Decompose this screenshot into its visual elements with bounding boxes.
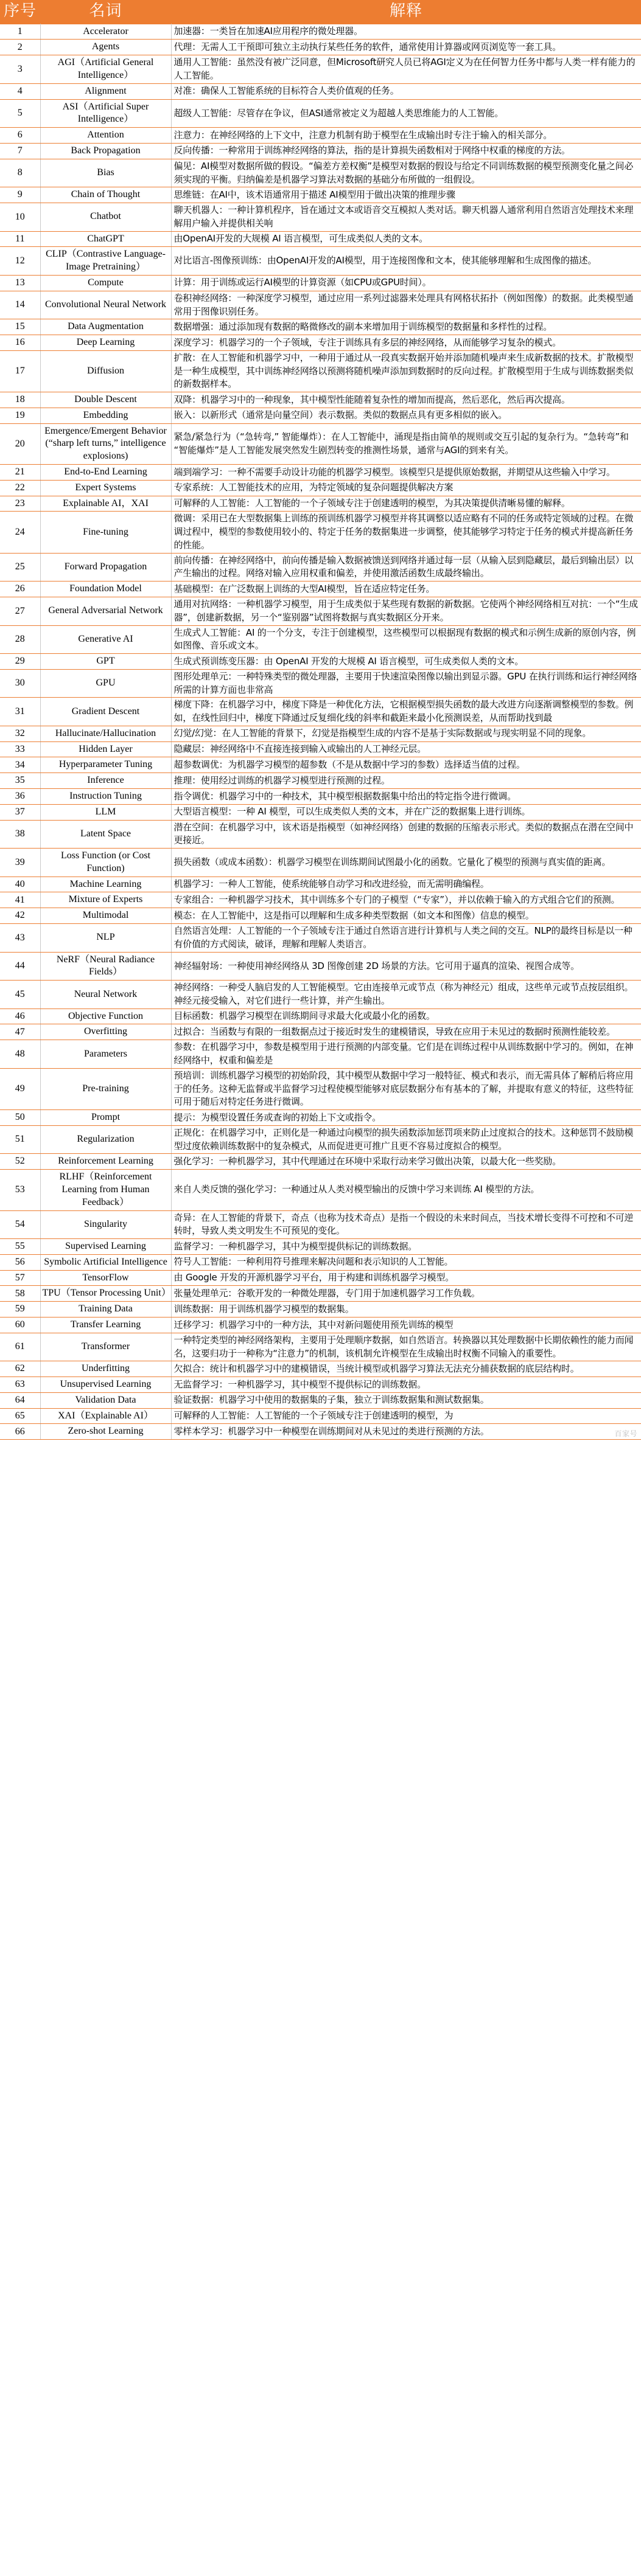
- cell-description: 符号人工智能：一种利用符号推理来解决问题和表示知识的人工智能。: [171, 1254, 641, 1270]
- cell-index: 23: [0, 496, 40, 512]
- cell-description: 通用对抗网络：一种机器学习模型，用于生成类似于某些现有数据的新数据。它使两个神经网络相互对抗：一个“生成器”，创建新数据，另一个“鉴别器”试图将数据与真实数据区分开来。: [171, 597, 641, 626]
- table-row: [0, 698, 641, 726]
- cell-index: 28: [0, 625, 40, 654]
- cell-term: Instruction Tuning: [40, 789, 171, 805]
- cell-index: 30: [0, 669, 40, 698]
- table-row: [0, 319, 641, 335]
- cell-description: 来自人类反馈的强化学习：一种通过从人类对模型输出的反馈中学习来训练 AI 模型的方法。: [171, 1170, 641, 1210]
- table-row: [0, 1361, 641, 1377]
- table-row: [0, 952, 641, 981]
- cell-description: 偏见：AI模型对数据所做的假设。“偏差方差权衡”是模型对数据的假设与给定不同训练数据的模型预测变化量之间必须实现的平衡。归纳偏差是机器学习算法对数据的基础分布所做的一组假设。: [171, 159, 641, 187]
- table-row: [0, 1270, 641, 1286]
- cell-term: Symbolic Artificial Intelligence: [40, 1254, 171, 1270]
- cell-term: GPT: [40, 654, 171, 670]
- cell-description: 计算：用于训练或运行AI模型的计算资源（如CPU或GPU时间）。: [171, 275, 641, 291]
- table-row: [0, 392, 641, 408]
- cell-index: 26: [0, 582, 40, 597]
- cell-description: 大型语言模型：一种 AI 模型，可以生成类似人类的文本，并在广泛的数据集上进行训练。: [171, 804, 641, 820]
- cell-index: 15: [0, 319, 40, 335]
- cell-term: Attention: [40, 128, 171, 144]
- cell-term: Generative AI: [40, 625, 171, 654]
- cell-term: Inference: [40, 773, 171, 789]
- table-row: [0, 597, 641, 626]
- cell-term: Transfer Learning: [40, 1317, 171, 1333]
- cell-description: 机器学习：一种人工智能，使系统能够自动学习和改进经验，而无需明确编程。: [171, 877, 641, 892]
- cell-index: 60: [0, 1317, 40, 1333]
- cell-description: 反向传播：一种常用于训练神经网络的算法，指的是计算损失函数相对于网络中权重的梯度的方法。: [171, 143, 641, 159]
- table-row: [0, 55, 641, 84]
- table-row: [0, 625, 641, 654]
- cell-term: Data Augmentation: [40, 319, 171, 335]
- cell-term: Singularity: [40, 1210, 171, 1239]
- column-header-index: 序号: [0, 0, 40, 24]
- cell-term: Deep Learning: [40, 335, 171, 351]
- cell-term: Back Propagation: [40, 143, 171, 159]
- cell-description: 幻觉/幻觉：在人工智能的背景下，幻觉是指模型生成的内容不是基于实际数据或与现实明显不同的现象。: [171, 726, 641, 741]
- table-row: [0, 741, 641, 757]
- cell-term: Chain of Thought: [40, 187, 171, 203]
- cell-term: Reinforcement Learning: [40, 1154, 171, 1170]
- cell-term: Compute: [40, 275, 171, 291]
- cell-term: Transformer: [40, 1333, 171, 1361]
- table-row: [0, 203, 641, 232]
- table-row: [0, 408, 641, 423]
- table-row: [0, 804, 641, 820]
- cell-description: 推理：使用经过训练的机器学习模型进行预测的过程。: [171, 773, 641, 789]
- table-row: [0, 908, 641, 924]
- cell-description: 指令调优：机器学习中的一种技术，其中模型根据数据集中给出的特定指令进行微调。: [171, 789, 641, 805]
- cell-term: RLHF（Reinforcement Learning from Human Feedback）: [40, 1170, 171, 1210]
- table-row: [0, 1424, 641, 1440]
- cell-index: 5: [0, 99, 40, 128]
- cell-term: Double Descent: [40, 392, 171, 408]
- table-row: [0, 773, 641, 789]
- cell-description: 欠拟合：统计和机器学习中的建模错误，当统计模型或机器学习算法无法充分捕获数据的底层结构时。: [171, 1361, 641, 1377]
- cell-term: Zero-shot Learning: [40, 1424, 171, 1440]
- cell-index: 10: [0, 203, 40, 232]
- table-header: [0, 0, 641, 24]
- cell-description: 监督学习：一种机器学习，其中为模型提供标记的训练数据。: [171, 1239, 641, 1255]
- cell-description: 潜在空间：在机器学习中，该术语是指模型（如神经网络）创建的数据的压缩表示形式。类似的数据点在潜在空间中更接近。: [171, 820, 641, 849]
- cell-term: Validation Data: [40, 1392, 171, 1408]
- cell-term: LLM: [40, 804, 171, 820]
- cell-term: Convolutional Neural Network: [40, 291, 171, 319]
- cell-description: 迁移学习：机器学习中的一种方法，其中对新问题使用预先训练的模型: [171, 1317, 641, 1333]
- cell-term: Prompt: [40, 1110, 171, 1126]
- table-row: [0, 1302, 641, 1318]
- cell-description: 零样本学习：机器学习中一种模型在训练期间对从未见过的类进行预测的方法。: [171, 1424, 641, 1440]
- table-row: [0, 1024, 641, 1040]
- table-row: [0, 1239, 641, 1255]
- cell-index: 27: [0, 597, 40, 626]
- cell-index: 66: [0, 1424, 40, 1440]
- cell-index: 21: [0, 465, 40, 481]
- cell-term: XAI（Explainable AI）: [40, 1408, 171, 1424]
- cell-index: 37: [0, 804, 40, 820]
- cell-index: 20: [0, 423, 40, 464]
- cell-description: 验证数据：机器学习中使用的数据集的子集，独立于训练数据集和测试数据集。: [171, 1392, 641, 1408]
- table-row: [0, 582, 641, 597]
- cell-term: ChatGPT: [40, 231, 171, 247]
- column-header-term: 名词: [40, 0, 171, 24]
- cell-description: 预培训：训练机器学习模型的初始阶段，其中模型从数据中学习一般特征、模式和表示，而无需具体了解稍后将应用于的任务。这种无监督或半监督学习过程使模型能够对底层数据分布有基本的了解，并提取有意义的特征，这些特征可用于随后对特定任务进行微调。: [171, 1068, 641, 1109]
- cell-description: 专家组合：一种机器学习技术，其中训练多个专门的子模型（“专家”），并以依赖于输入的方式组合它们的预测。: [171, 892, 641, 908]
- table-row: [0, 1068, 641, 1109]
- table-row: [0, 1408, 641, 1424]
- cell-term: CLIP（Contrastive Language-Image Pretraining）: [40, 247, 171, 276]
- table-row: [0, 1040, 641, 1069]
- cell-term: TPU（Tensor Processing Unit）: [40, 1286, 171, 1302]
- cell-index: 12: [0, 247, 40, 276]
- cell-term: Alignment: [40, 83, 171, 99]
- cell-index: 39: [0, 849, 40, 877]
- cell-description: 神经网络：一种受人脑启发的人工智能模型。它由连接单元或节点（称为神经元）组成，这些单元或节点按层组织。神经元接受输入，对它们进行一些计算，并产生输出。: [171, 981, 641, 1009]
- cell-term: Agents: [40, 40, 171, 55]
- cell-index: 43: [0, 924, 40, 953]
- table-row: [0, 726, 641, 741]
- cell-index: 34: [0, 757, 40, 773]
- cell-term: Machine Learning: [40, 877, 171, 892]
- cell-term: Gradient Descent: [40, 698, 171, 726]
- cell-term: Explainable AI，XAI: [40, 496, 171, 512]
- cell-term: Embedding: [40, 408, 171, 423]
- cell-index: 62: [0, 1361, 40, 1377]
- cell-index: 42: [0, 908, 40, 924]
- table-row: [0, 128, 641, 144]
- table-row: [0, 275, 641, 291]
- cell-term: Overfitting: [40, 1024, 171, 1040]
- table-row: [0, 892, 641, 908]
- cell-description: 参数：在机器学习中，参数是模型用于进行预测的内部变量。它们是在训练过程中从训练数据中学习的。例如，在神经网络中，权重和偏差是: [171, 1040, 641, 1069]
- cell-description: 对准：确保人工智能系统的目标符合人类价值观的任务。: [171, 83, 641, 99]
- cell-description: 由OpenAI开发的大规模 AI 语言模型，可生成类似人类的文本。: [171, 231, 641, 247]
- cell-term: Training Data: [40, 1302, 171, 1318]
- cell-index: 16: [0, 335, 40, 351]
- cell-index: 54: [0, 1210, 40, 1239]
- cell-description: 基础模型：在广泛数据上训练的大型AI模型，旨在适应特定任务。: [171, 582, 641, 597]
- cell-index: 33: [0, 741, 40, 757]
- cell-index: 38: [0, 820, 40, 849]
- table-row: [0, 981, 641, 1009]
- table-row: [0, 757, 641, 773]
- cell-index: 40: [0, 877, 40, 892]
- cell-term: NeRF（Neural Radiance Fields）: [40, 952, 171, 981]
- cell-index: 64: [0, 1392, 40, 1408]
- cell-description: 深度学习：机器学习的一个子领域，专注于训练具有多层的神经网络，从而能够学习复杂的模式。: [171, 335, 641, 351]
- table-row: [0, 654, 641, 670]
- cell-index: 11: [0, 231, 40, 247]
- cell-term: Latent Space: [40, 820, 171, 849]
- cell-index: 56: [0, 1254, 40, 1270]
- cell-index: 13: [0, 275, 40, 291]
- cell-index: 49: [0, 1068, 40, 1109]
- cell-description: 聊天机器人：一种计算机程序，旨在通过文本或语音交互模拟人类对话。聊天机器人通常利用自然语言处理技术来理解用户输入并提供相关响: [171, 203, 641, 232]
- cell-index: 6: [0, 128, 40, 144]
- cell-term: Emergence/Emergent Behavior (“sharp left turns,” intelligence explosions): [40, 423, 171, 464]
- cell-description: 通用人工智能：虽然没有被广泛同意，但Microsoft研究人员已将AGI定义为在任何智力任务中都与人类一样有能力的人工智能。: [171, 55, 641, 84]
- table-row: [0, 1286, 641, 1302]
- cell-term: General Adversarial Network: [40, 597, 171, 626]
- cell-index: 7: [0, 143, 40, 159]
- cell-description: 微调：采用已在大型数据集上训练的预训练机器学习模型并将其调整以适应略有不同的任务或特定领域的过程。在微调过程中，模型的参数使用较小的、特定于任务的数据集进一步调整，使其能够学习特定于任务的模式并提高新任务的性能。: [171, 512, 641, 553]
- table-row: [0, 99, 641, 128]
- cell-description: 图形处理单元：一种特殊类型的微处理器，主要用于快速渲染图像以输出到显示器。GPU 在执行训练和运行神经网络所需的计算方面也非常高: [171, 669, 641, 698]
- table-row: [0, 480, 641, 496]
- cell-description: 张量处理单元：谷歌开发的一种微处理器，专门用于加速机器学习工作负载。: [171, 1286, 641, 1302]
- cell-description: 数据增强：通过添加现有数据的略微修改的副本来增加用于训练模型的数据量和多样性的过程。: [171, 319, 641, 335]
- cell-term: Forward Propagation: [40, 553, 171, 582]
- table-row: [0, 1317, 641, 1333]
- cell-description: 损失函数（或成本函数）：机器学习模型在训练期间试图最小化的函数。它量化了模型的预测与真实值的距离。: [171, 849, 641, 877]
- table-row: [0, 877, 641, 892]
- cell-term: Hyperparameter Tuning: [40, 757, 171, 773]
- cell-term: Chatbot: [40, 203, 171, 232]
- cell-description: 训练数据：用于训练机器学习模型的数据集。: [171, 1302, 641, 1318]
- cell-description: 紧急/紧急行为（“急转弯,” 智能爆炸）：在人工智能中，涌现是指由简单的规则或交互引起的复杂行为。“急转弯”和“智能爆炸”是人工智能发展突然发生剧烈转变的推测性场景，通常与AGI的到来有关。: [171, 423, 641, 464]
- cell-description: 一种特定类型的神经网络架构，主要用于处理顺序数据，如自然语言。转换器以其处理数据中长期依赖性的能力而闻名，这要归功于一种称为“注意力”的机制，该机制允许模型在生成输出时权衡不同输入的重要性。: [171, 1333, 641, 1361]
- cell-term: Pre-training: [40, 1068, 171, 1109]
- cell-description: 正规化：在机器学习中，正则化是一种通过向模型的损失函数添加惩罚项来防止过度拟合的技术。这种惩罚不鼓励模型过度依赖训练数据中的复杂模式，从而促进更可推广且更不容易过度拟合的模型。: [171, 1125, 641, 1154]
- cell-term: Underfitting: [40, 1361, 171, 1377]
- cell-description: 过拟合：当函数与有限的一组数据点过于接近时发生的建模错误，导致在应用于未见过的数据时预测性能较差。: [171, 1024, 641, 1040]
- cell-term: Unsupervised Learning: [40, 1377, 171, 1393]
- cell-term: Hidden Layer: [40, 741, 171, 757]
- cell-description: 超级人工智能：尽管存在争议，但ASI通常被定义为超越人类思维能力的人工智能。: [171, 99, 641, 128]
- cell-description: 可解释的人工智能：人工智能的一个子领域专注于创建透明的模型，为其决策提供清晰易懂的解释。: [171, 496, 641, 512]
- cell-index: 44: [0, 952, 40, 981]
- cell-index: 45: [0, 981, 40, 1009]
- cell-description: 双降：机器学习中的一种现象，其中模型性能随着复杂性的增加而提高，然后恶化，然后再次提高。: [171, 392, 641, 408]
- cell-term: Accelerator: [40, 24, 171, 40]
- table-row: [0, 789, 641, 805]
- cell-term: Neural Network: [40, 981, 171, 1009]
- cell-term: Diffusion: [40, 350, 171, 392]
- cell-index: 18: [0, 392, 40, 408]
- table-row: [0, 159, 641, 187]
- table-row: [0, 143, 641, 159]
- table-row: [0, 1009, 641, 1024]
- cell-description: 无监督学习：一种机器学习，其中模型不提供标记的训练数据。: [171, 1377, 641, 1393]
- cell-term: Multimodal: [40, 908, 171, 924]
- cell-description: 提示：为模型设置任务或查询的初始上下文或指令。: [171, 1110, 641, 1126]
- cell-index: 24: [0, 512, 40, 553]
- cell-index: 19: [0, 408, 40, 423]
- table-row: [0, 247, 641, 276]
- cell-description: 扩散：在人工智能和机器学习中，一种用于通过从一段真实数据开始并添加随机噪声来生成新数据的技术。扩散模型是一种生成模型，其中训练神经网络以预测将随机噪声添加到数据时的反向过程。扩散模型用于生成与训练数据类似的新数据样本。: [171, 350, 641, 392]
- cell-index: 48: [0, 1040, 40, 1069]
- table-row: [0, 291, 641, 319]
- cell-term: NLP: [40, 924, 171, 953]
- cell-term: End-to-End Learning: [40, 465, 171, 481]
- table-row: [0, 1333, 641, 1361]
- cell-term: ASI（Artificial Super Intelligence）: [40, 99, 171, 128]
- cell-index: 31: [0, 698, 40, 726]
- cell-index: 2: [0, 40, 40, 55]
- cell-term: Loss Function (or Cost Function): [40, 849, 171, 877]
- table-row: [0, 187, 641, 203]
- cell-description: 嵌入：以新形式（通常是向量空间）表示数据。类似的数据点具有更多相似的嵌入。: [171, 408, 641, 423]
- cell-description: 对比语言-图像预训练：由OpenAI开发的AI模型，用于连接图像和文本，使其能够理解和生成图像的描述。: [171, 247, 641, 276]
- cell-index: 61: [0, 1333, 40, 1361]
- cell-index: 53: [0, 1170, 40, 1210]
- table-row: [0, 496, 641, 512]
- cell-description: 自然语言处理：人工智能的一个子领域专注于通过自然语言进行计算机与人类之间的交互。NLP的最终目标是以一种有价值的方式阅读，破译，理解和理解人类语言。: [171, 924, 641, 953]
- table-row: [0, 1210, 641, 1239]
- cell-index: 36: [0, 789, 40, 805]
- table-row: [0, 423, 641, 464]
- cell-description: 可解释的人工智能：人工智能的一个子领域专注于创建透明的模型，为: [171, 1408, 641, 1424]
- table-row: [0, 820, 641, 849]
- cell-index: 52: [0, 1154, 40, 1170]
- table-row: [0, 1110, 641, 1126]
- cell-index: 63: [0, 1377, 40, 1393]
- cell-term: Objective Function: [40, 1009, 171, 1024]
- cell-index: 9: [0, 187, 40, 203]
- cell-term: Fine-tuning: [40, 512, 171, 553]
- cell-description: 思维链：在AI中，该术语通常用于描述 AI模型用于做出决策的推理步骤: [171, 187, 641, 203]
- cell-index: 51: [0, 1125, 40, 1154]
- table-row: [0, 512, 641, 553]
- cell-description: 模态：在人工智能中，这是指可以理解和生成多种类型数据（如文本和图像）信息的模型。: [171, 908, 641, 924]
- cell-index: 14: [0, 291, 40, 319]
- cell-index: 57: [0, 1270, 40, 1286]
- cell-index: 50: [0, 1110, 40, 1126]
- cell-description: 神经辐射场：一种使用神经网络从 3D 图像创建 2D 场景的方法。它可用于逼真的渲染、视图合成等。: [171, 952, 641, 981]
- cell-index: 32: [0, 726, 40, 741]
- cell-index: 3: [0, 55, 40, 84]
- cell-index: 47: [0, 1024, 40, 1040]
- cell-description: 注意力：在神经网络的上下文中，注意力机制有助于模型在生成输出时专注于输入的相关部分。: [171, 128, 641, 144]
- cell-term: Hallucinate/Hallucination: [40, 726, 171, 741]
- table-row: [0, 1170, 641, 1210]
- table-row: [0, 669, 641, 698]
- cell-index: 58: [0, 1286, 40, 1302]
- cell-term: Regularization: [40, 1125, 171, 1154]
- cell-index: 41: [0, 892, 40, 908]
- cell-index: 55: [0, 1239, 40, 1255]
- cell-description: 超参数调优：为机器学习模型的超参数（不是从数据中学习的参数）选择适当值的过程。: [171, 757, 641, 773]
- cell-description: 生成式人工智能：AI 的一个分支，专注于创建模型，这些模型可以根据现有数据的模式和示例生成新的原创内容，例如图像、音乐或文本。: [171, 625, 641, 654]
- watermark: 百家号: [614, 1429, 637, 1439]
- table-row: [0, 1154, 641, 1170]
- cell-description: 隐藏层：神经网络中不直接连接到输入或输出的人工神经元层。: [171, 741, 641, 757]
- table-body: [0, 24, 641, 1440]
- cell-description: 强化学习：一种机器学习，其中代理通过在环境中采取行动来学习做出决策，以最大化一些奖励。: [171, 1154, 641, 1170]
- table-row: [0, 40, 641, 55]
- table-row: [0, 350, 641, 392]
- cell-index: 22: [0, 480, 40, 496]
- cell-index: 25: [0, 553, 40, 582]
- header-row: [0, 0, 641, 24]
- cell-term: Expert Systems: [40, 480, 171, 496]
- cell-term: TensorFlow: [40, 1270, 171, 1286]
- cell-index: 4: [0, 83, 40, 99]
- cell-description: 卷积神经网络：一种深度学习模型，通过应用一系列过滤器来处理具有网格状拓扑（例如图像）的数据。此类模型通常用于图像识别任务。: [171, 291, 641, 319]
- table-row: [0, 83, 641, 99]
- cell-term: Parameters: [40, 1040, 171, 1069]
- cell-description: 由 Google 开发的开源机器学习平台，用于构建和训练机器学习模型。: [171, 1270, 641, 1286]
- cell-index: 35: [0, 773, 40, 789]
- table-row: [0, 553, 641, 582]
- cell-term: Foundation Model: [40, 582, 171, 597]
- cell-description: 加速器：一类旨在加速AI应用程序的微处理器。: [171, 24, 641, 40]
- table-row: [0, 1377, 641, 1393]
- cell-description: 前向传播：在神经网络中，前向传播是输入数据被馈送到网络并通过每一层（从输入层到隐藏层，最后到输出层）以产生输出的过程。网络对输入应用权重和偏差，并使用激活函数生成最终输出。: [171, 553, 641, 582]
- cell-description: 代理：无需人工干预即可独立主动执行某些任务的软件，通常使用计算器或网页浏览等一套工具。: [171, 40, 641, 55]
- cell-index: 59: [0, 1302, 40, 1318]
- cell-index: 46: [0, 1009, 40, 1024]
- cell-index: 29: [0, 654, 40, 670]
- cell-description: 专家系统：人工智能技术的应用，为特定领域的复杂问题提供解决方案: [171, 480, 641, 496]
- table-row: [0, 1125, 641, 1154]
- cell-index: 17: [0, 350, 40, 392]
- column-header-description: 解释: [171, 0, 641, 24]
- cell-description: 生成式预训练变压器：由 OpenAI 开发的大规模 AI 语言模型，可生成类似人类的文本。: [171, 654, 641, 670]
- table-row: [0, 1392, 641, 1408]
- cell-term: Mixture of Experts: [40, 892, 171, 908]
- cell-index: 1: [0, 24, 40, 40]
- cell-term: GPU: [40, 669, 171, 698]
- cell-description: 奇异：在人工智能的背景下，奇点（也称为技术奇点）是指一个假设的未来时间点，当技术增长变得不可控和不可逆转时，导致人类文明发生不可预见的变化。: [171, 1210, 641, 1239]
- cell-description: 目标函数：机器学习模型在训练期间寻求最大化或最小化的函数。: [171, 1009, 641, 1024]
- table-row: [0, 231, 641, 247]
- cell-term: Supervised Learning: [40, 1239, 171, 1255]
- cell-index: 8: [0, 159, 40, 187]
- table-row: [0, 24, 641, 40]
- cell-description: 梯度下降：在机器学习中，梯度下降是一种优化方法，它根据模型损失函数的最大改进方向逐渐调整模型的参数。例如，在线性回归中，梯度下降通过反复细化线的斜率和截距来最小化预测误差，从而帮助找到最: [171, 698, 641, 726]
- cell-term: AGI（Artificial General Intelligence）: [40, 55, 171, 84]
- table-row: [0, 465, 641, 481]
- table-row: [0, 1254, 641, 1270]
- cell-term: Bias: [40, 159, 171, 187]
- cell-description: 端到端学习：一种不需要手动设计功能的机器学习模型。该模型只是提供原始数据，并期望从这些输入中学习。: [171, 465, 641, 481]
- table-row: [0, 924, 641, 953]
- table-row: [0, 849, 641, 877]
- cell-index: 65: [0, 1408, 40, 1424]
- table-row: [0, 335, 641, 351]
